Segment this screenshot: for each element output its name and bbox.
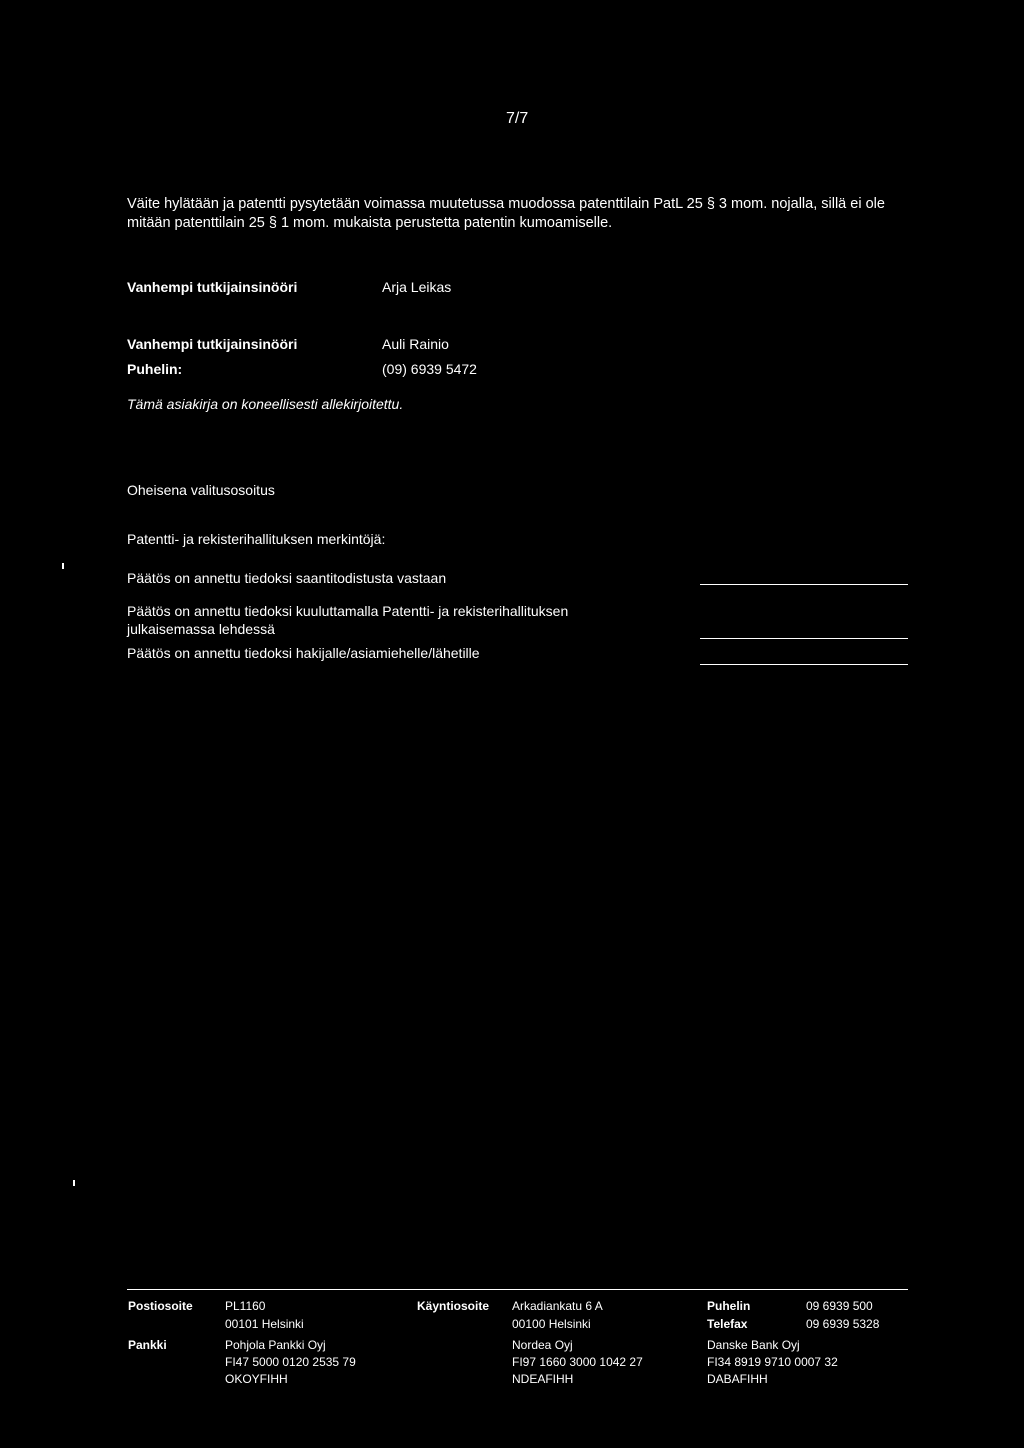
page-number: 7/7 [506,110,529,127]
phone-value: (09) 6939 5472 [382,361,477,377]
applicant-signature-line [700,664,908,665]
signer-1-name: Arja Leikas [382,279,452,295]
signer-1-title: Vanhempi tutkijainsinööri [127,279,298,295]
footer-postal-line2: 00101 Helsinki [225,1317,304,1331]
receipt-signature-line [700,584,908,585]
publication-note-line2: julkaisemassa lehdessä [127,621,275,637]
footer-bank1-iban: FI47 5000 0120 2535 79 [225,1355,356,1369]
publication-note-line1: Päätös on annettu tiedoksi kuuluttamalla Patentti- ja rekisterihallituksen [127,603,569,619]
footer-bank3-iban: FI34 8919 9710 0007 32 [707,1355,838,1369]
office-notes-heading: Patentti- ja rekisterihallituksen merkintöjä: [127,531,386,547]
footer-bank2-name: Nordea Oyj [512,1338,573,1352]
footer-postal-line1: PL1160 [225,1299,266,1313]
footer-phone-value: 09 6939 500 [806,1299,873,1313]
footer-postal-label: Postiosoite [128,1299,193,1313]
footer-visit-label: Käyntiosoite [417,1299,490,1313]
applicant-note: Päätös on annettu tiedoksi hakijalle/asiamiehelle/lähetille [127,645,480,661]
footer-visit-line2: 00100 Helsinki [512,1317,591,1331]
footer-bank3-name: Danske Bank Oyj [707,1338,800,1352]
margin-mark [73,1180,75,1186]
footer-divider [127,1289,908,1290]
footer-fax-value: 09 6939 5328 [806,1317,880,1331]
publication-signature-line [700,638,908,639]
footer-bank1-bic: OKOYFIHH [225,1372,288,1386]
footer-visit-line1: Arkadiankatu 6 A [512,1299,603,1313]
phone-label: Puhelin: [127,361,183,377]
signer-2-title: Vanhempi tutkijainsinööri [127,336,298,352]
footer-bank-label: Pankki [128,1338,167,1352]
footer-bank1-name: Pohjola Pankki Oyj [225,1338,326,1352]
footer-phone-label: Puhelin [707,1299,751,1313]
margin-mark [62,563,64,569]
footer-bank2-bic: NDEAFIHH [512,1372,574,1386]
receipt-note: Päätös on annettu tiedoksi saantitodistusta vastaan [127,570,447,586]
footer-fax-label: Telefax [707,1317,748,1331]
signed-note: Tämä asiakirja on koneellisesti allekirjoitettu. [127,396,404,412]
signer-2-name: Auli Rainio [382,336,449,352]
appeal-note: Oheisena valitusosoitus [127,482,275,498]
footer-bank3-bic: DABAFIHH [707,1372,768,1386]
decision-paragraph: Väite hylätään ja patentti pysytetään voimassa muutetussa muodossa patenttilain PatL 25 § 3 mom. nojalla, sillä ei ole mitään patenttilain 25 § 1 mom. mukaista perustetta patentin kumoamiselle. [127,196,885,231]
footer-bank2-iban: FI97 1660 3000 1042 27 [512,1355,643,1369]
